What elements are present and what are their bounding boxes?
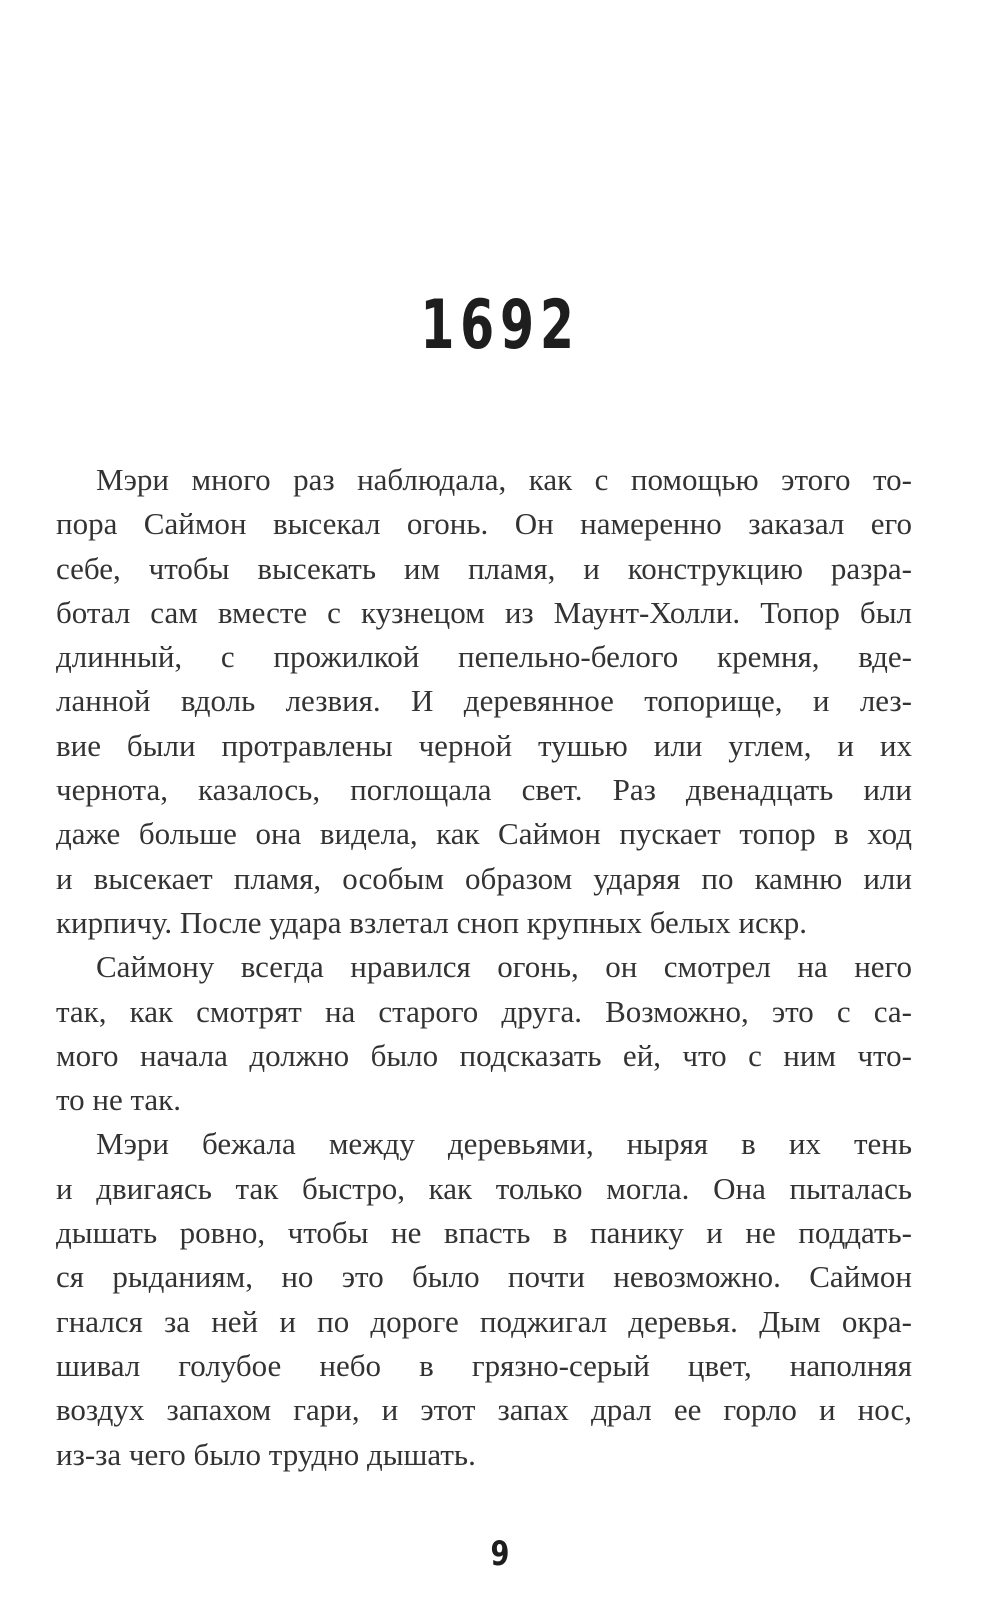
text-line: чернота, казалось, поглощала свет. Раз двенадцать или bbox=[56, 772, 912, 808]
text-line: то не так. bbox=[56, 1082, 181, 1118]
text-line: дышать ровно, чтобы не впасть в панику и не поддать- bbox=[56, 1215, 912, 1251]
text-line: Саймону всегда нравился огонь, он смотрел на него bbox=[96, 949, 912, 985]
text-line: даже больше она видела, как Саймон пускает топор в ход bbox=[56, 816, 912, 852]
text-line: и двигаясь так быстро, как только могла. Она пыталась bbox=[56, 1170, 912, 1206]
text-line: ботал сам вместе с кузнецом из Маунт-Холли. Топор был bbox=[56, 594, 912, 630]
text-line: воздух запахом гари, и этот запах драл ее горло и нос, bbox=[56, 1392, 912, 1428]
text-line: ся рыданиям, но это было почти невозможно. Саймон bbox=[56, 1259, 912, 1295]
text-line: себе, чтобы высекать им пламя, и конструкцию разра- bbox=[56, 550, 912, 586]
text-line: пора Саймон высекал огонь. Он намеренно заказал его bbox=[56, 506, 912, 542]
text-line: мого начала должно было подсказать ей, что с ним что- bbox=[56, 1037, 912, 1073]
text-line: из-за чего было трудно дышать. bbox=[56, 1436, 476, 1472]
chapter-title: 1692 bbox=[420, 286, 580, 365]
text-line: кирпичу. После удара взлетал сноп крупных белых искр. bbox=[56, 904, 808, 940]
text-line: вие были протравлены черной тушью или углем, и их bbox=[56, 727, 912, 763]
text-line: гнался за ней и по дороге поджигал деревья. Дым окра- bbox=[56, 1303, 912, 1339]
text-line: длинный, с прожилкой пепельно-белого кремня, вде- bbox=[56, 639, 912, 675]
page-number: 9 bbox=[490, 1534, 510, 1574]
text-line: Мэри бежала между деревьями, ныряя в их тень bbox=[96, 1126, 912, 1162]
text-line: так, как смотрят на старого друга. Возможно, это с са- bbox=[56, 993, 912, 1029]
text-line: Мэри много раз наблюдала, как с помощью этого то- bbox=[96, 462, 912, 497]
text-line: шивал голубое небо в грязно-серый цвет, наполняя bbox=[56, 1347, 912, 1383]
text-line: ланной вдоль лезвия. И деревянное топорище, и лез- bbox=[56, 683, 912, 719]
body-text bbox=[56, 458, 912, 1477]
text-line: и высекает пламя, особым образом ударяя по камню или bbox=[56, 860, 912, 896]
